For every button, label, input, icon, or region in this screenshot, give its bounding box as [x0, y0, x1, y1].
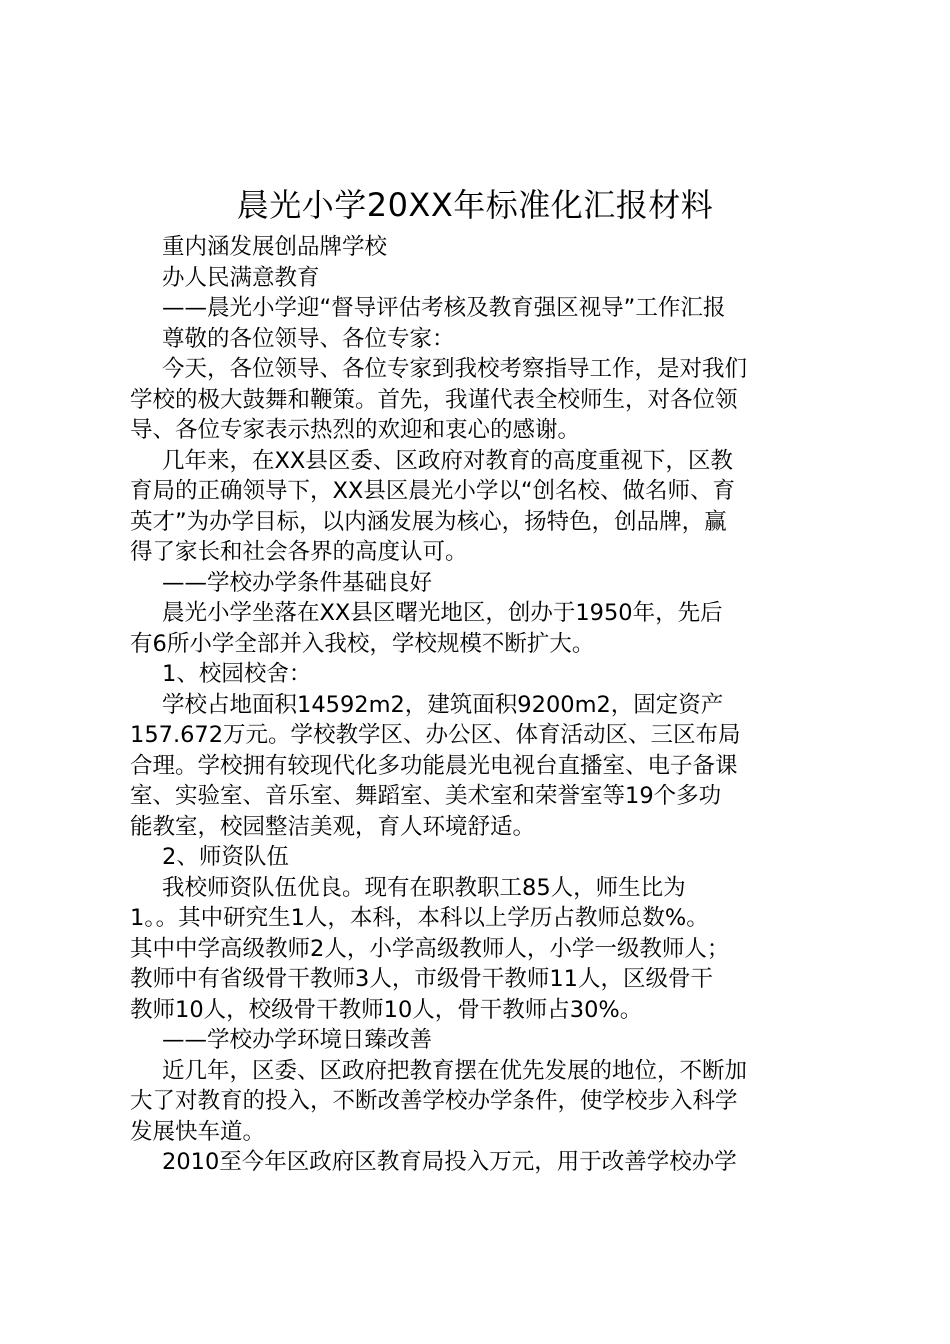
- paragraph-line: 发展快车道。: [130, 1118, 266, 1145]
- paragraph-line: 合理。学校拥有较现代化多功能晨光电视台直播室、电子备课: [130, 752, 738, 779]
- paragraph-line: 教师10人，校级骨干教师10人，骨干教师占30%。: [130, 996, 643, 1023]
- paragraph-line: 能教室，校园整洁美观，育人环境舒适。: [130, 813, 536, 840]
- paragraph-line: 育局的正确领导下，XX县区晨光小学以“创名校、做名师、育: [130, 478, 735, 504]
- paragraph-line: 其中中学高级教师2人，小学高级教师人，小学一级教师人；: [130, 935, 730, 962]
- subtitle-line: 重内涵发展创品牌学校: [162, 234, 388, 260]
- paragraph-line: 大了对教育的投入，不断改善学校办学条件，使学校步入科学: [130, 1088, 738, 1114]
- section-heading: ——学校办学条件基础良好: [162, 569, 433, 596]
- paragraph-line: 今天，各位领导、各位专家到我校考察指导工作，是对我们: [162, 356, 748, 382]
- paragraph-line: 晨光小学坐落在XX县区曙光地区，创办于1950年，先后: [162, 600, 723, 626]
- paragraph-line: 学校的极大鼓舞和鞭策。首先，我谨代表全校师生，对各位领: [130, 386, 738, 413]
- subtitle-line: ——晨光小学迎“督导评估考核及教育强区视导”工作汇报: [162, 295, 726, 321]
- paragraph-line: 1。。其中研究生1人，本科，本科以上学历占教师总数%。: [130, 905, 709, 931]
- section-heading: ——学校办学环境日臻改善: [162, 1027, 433, 1053]
- section-heading: 2、师资队伍: [162, 844, 289, 870]
- subtitle-line: 办人民满意教育: [162, 264, 320, 291]
- paragraph-line: 2010至今年区政府区教育局投入万元，用于改善学校办学: [162, 1149, 737, 1175]
- paragraph-line: 几年来，在XX县区委、区政府对教育的高度重视下，区教: [162, 447, 733, 474]
- paragraph-line: 157.672万元。学校教学区、办公区、体育活动区、三区布局: [130, 722, 741, 748]
- document-title: 晨光小学20XX年标准化汇报材料: [236, 186, 714, 224]
- paragraph-line: 教师中有省级骨干教师3人，市级骨干教师11人，区级骨干: [130, 966, 713, 992]
- document-body: [130, 232, 830, 1178]
- paragraph-line: 学校占地面积14592m2，建筑面积9200m2，固定资产: [162, 691, 724, 718]
- paragraph-line: 得了家长和社会各界的高度认可。: [130, 539, 468, 565]
- paragraph-line: 有6所小学全部并入我校，学校规模不断扩大。: [130, 630, 595, 657]
- paragraph-line: 我校师资队伍优良。现有在职教职工85人，师生比为: [162, 874, 686, 901]
- paragraph-line: 导、各位专家表示热烈的欢迎和衷心的感谢。: [130, 417, 581, 443]
- paragraph-line: 英才”为办学目标，以内涵发展为核心，扬特色，创品牌，赢: [130, 508, 727, 535]
- section-heading: 1、校园校舍：: [162, 661, 312, 687]
- paragraph-line: 室、实验室、音乐室、舞蹈室、美术室和荣誉室等19个多功: [130, 783, 722, 809]
- salutation-line: 尊敬的各位领导、各位专家：: [162, 325, 455, 352]
- paragraph-line: 近几年，区委、区政府把教育摆在优先发展的地位，不断加: [162, 1057, 748, 1084]
